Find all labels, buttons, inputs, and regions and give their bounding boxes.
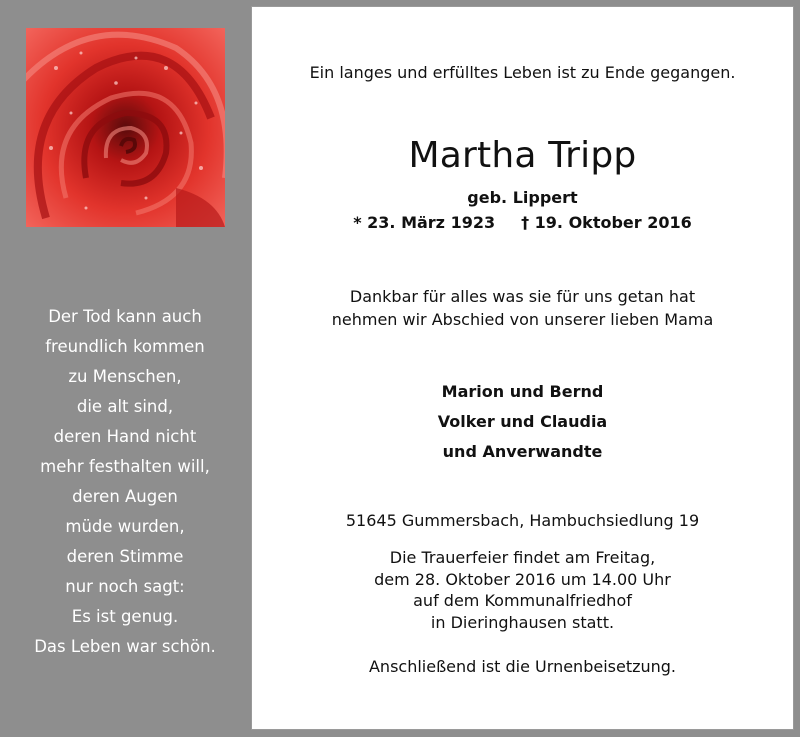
- poem-line: deren Stimme: [66, 547, 184, 566]
- poem-line: Das Leben war schön.: [34, 637, 216, 656]
- thanks-text: [252, 285, 793, 331]
- family-line: Marion und Bernd: [441, 382, 604, 401]
- family-names: [252, 377, 793, 467]
- left-panel: [0, 0, 250, 737]
- life-dates: [252, 213, 793, 232]
- poem: [0, 302, 250, 662]
- family-line: und Anverwandte: [442, 442, 603, 461]
- poem-line: zu Menschen,: [68, 367, 182, 386]
- obituary-card: [251, 6, 794, 730]
- address: 51645 Gummersbach, Hambuchsiedlung 19: [345, 511, 700, 530]
- thanks-line: nehmen wir Abschied von unserer lieben Mama: [331, 310, 714, 329]
- poem-line: Der Tod kann auch: [48, 307, 202, 326]
- poem-line: müde wurden,: [65, 517, 185, 536]
- closing-text: Anschließend ist die Urnenbeisetzung.: [368, 657, 677, 676]
- maiden-name: geb. Lippert: [467, 188, 578, 207]
- deceased-name: Martha Tripp: [408, 135, 637, 176]
- service-line: dem 28. Oktober 2016 um 14.00 Uhr: [374, 569, 671, 589]
- service-line: auf dem Kommunalfriedhof: [413, 591, 632, 610]
- intro-text: Ein langes und erfülltes Leben ist zu Ende gegangen.: [309, 63, 736, 82]
- thanks-line: Dankbar für alles was sie für uns getan hat: [349, 287, 696, 306]
- birth-date: * 23. März 1923: [353, 213, 496, 232]
- rose-image: [26, 28, 225, 227]
- poem-line: deren Augen: [72, 487, 178, 506]
- poem-line: deren Hand nicht: [53, 427, 197, 446]
- poem-line: nur noch sagt:: [65, 577, 185, 596]
- family-line: Volker und Claudia: [437, 412, 608, 431]
- service-line: Die Trauerfeier findet am Freitag,: [389, 548, 656, 567]
- poem-line: Es ist genug.: [71, 607, 179, 626]
- death-date: † 19. Oktober 2016: [521, 213, 692, 232]
- service-details: [252, 547, 793, 633]
- poem-line: mehr festhalten will,: [40, 457, 210, 476]
- poem-line: die alt sind,: [76, 397, 174, 416]
- poem-line: freundlich kommen: [45, 337, 205, 356]
- service-line: in Dieringhausen statt.: [430, 612, 615, 632]
